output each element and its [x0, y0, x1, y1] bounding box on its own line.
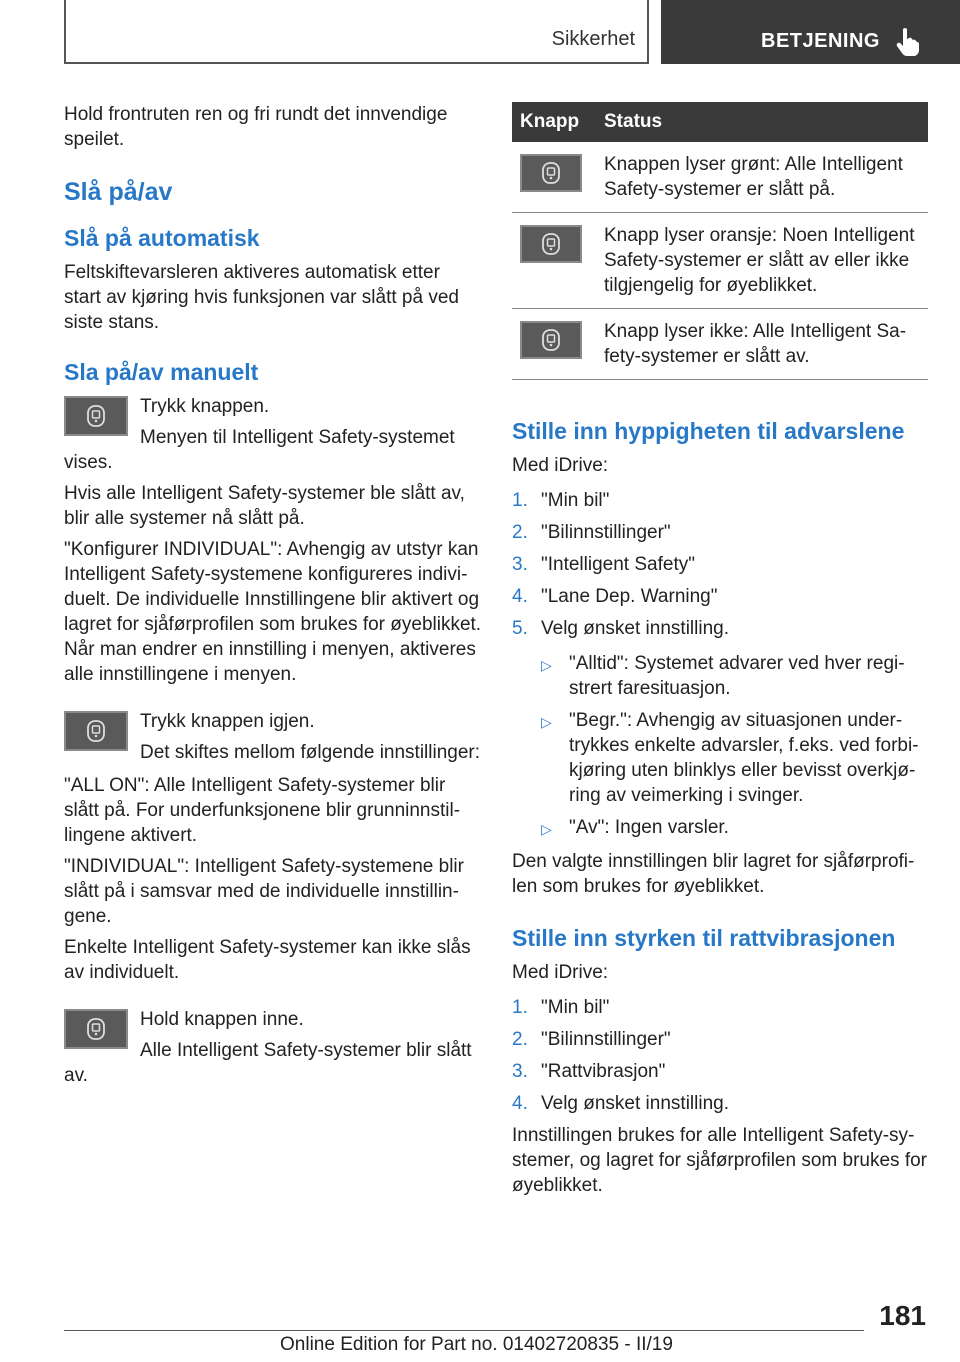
vib-steps-list: [512, 995, 928, 1116]
all-on-paragraph: "ALL ON": Alle Intelligent Safety-systemer blir slått på. For underfunksjonene blir grunninnstillingene aktivert.: [64, 775, 461, 846]
list-item: 4. Velg ønsket innstilling.: [512, 1093, 729, 1114]
triangle-bullet-icon: ▷: [541, 714, 552, 730]
footer-divider: [64, 1330, 864, 1331]
list-item: ▷ "Alltid": Systemet advarer ved hver registrert faresituasjon.: [541, 653, 905, 699]
triangle-bullet-icon: ▷: [541, 821, 552, 837]
freq-options-list: [541, 651, 928, 842]
safety-button-off-icon: [520, 321, 582, 359]
switch-settings-text: Det skiftes mellom følgende innstillinger:: [140, 742, 481, 763]
list-item: ▷ "Begr.": Avhengig av situasjonen undertrykkes enkelte advarsler, f.eks. ved forbikjøring uten blinklys eller bevisst overkjøring av veimerking i svinger.: [541, 710, 919, 806]
header-section-title: Sikkerhet: [551, 28, 635, 50]
freq-intro: Med iDrive:: [512, 455, 609, 476]
list-item: 1. "Min bil": [512, 997, 610, 1018]
list-item: 3. "Intelligent Safety": [512, 554, 695, 575]
safety-button-orange-icon: [520, 225, 582, 263]
safety-button-green-icon: [520, 154, 582, 192]
list-item: 5. Velg ønsket innstilling.: [512, 618, 729, 639]
table-row: [512, 309, 928, 380]
press-button-text: Trykk knappen.: [140, 396, 270, 417]
individual-paragraph: "INDIVIDUAL": Intelligent Safety-systemene blir slått på i samsvar med de individuelle innstillingene.: [64, 856, 464, 927]
hold-button-step: [64, 1007, 482, 1088]
heading-steering-vibration: Stille inn styrken til rattvibrasjonen: [512, 925, 896, 951]
page-number: 181: [879, 1300, 926, 1331]
table-row: [512, 213, 928, 309]
menu-shown-text: Menyen til Intelligent Safety-systemet vises.: [64, 427, 455, 473]
left-column: [64, 102, 482, 1094]
safety-button-icon: [64, 1009, 128, 1049]
auto-paragraph: Feltskiftevarsleren aktiveres automatisk etter start av kjøring hvis funksjonen var slått på ved siste stans.: [64, 262, 459, 333]
list-item: 2. "Bilinnstillinger": [512, 522, 671, 543]
all-off-paragraph: Hvis alle Intelligent Safety-systemer ble slått av, blir alle systemer nå slått på.: [64, 483, 465, 529]
table-header-status: Status: [596, 102, 928, 142]
heading-auto: Slå på automatisk: [64, 225, 260, 251]
footer-edition: Online Edition for Part no. 01402720835 - II/19: [280, 1334, 673, 1355]
table-row: [512, 142, 928, 213]
triangle-bullet-icon: ▷: [541, 657, 552, 673]
header-left-frame: [64, 0, 649, 64]
pointing-hand-icon: [893, 26, 923, 56]
list-item: 2. "Bilinnstillinger": [512, 1029, 671, 1050]
table-cell-status: Knapp lyser oransje: Noen Intelligent Safety-systemer er slått av eller ikke tilgjengelig for øyeblikket.: [596, 213, 928, 309]
table-header-row: [512, 102, 928, 142]
table-cell-status: Knappen lyser grønt: Alle Intelligent Safety-systemer er slått på.: [596, 142, 928, 213]
vib-intro: Med iDrive:: [512, 962, 609, 983]
list-item: 1. "Min bil": [512, 490, 610, 511]
table-header-button: Knapp: [512, 102, 596, 142]
table-cell-status: Knapp lyser ikke: Alle Intelligent Safety-systemer er slått av.: [596, 309, 928, 380]
freq-steps-list: [512, 488, 928, 641]
safety-button-icon: [64, 396, 128, 436]
header-chapter-tab: [661, 0, 960, 64]
press-again-step: [64, 709, 482, 769]
vib-outro: Innstillingen brukes for alle Intelligent Safety-systemer, og lagret for sjåførprofilen som brukes for øyeblikket.: [512, 1125, 927, 1196]
safety-button-icon: [64, 711, 128, 751]
right-column: [512, 102, 928, 1204]
heading-warning-frequency: Stille inn hyppigheten til advarslene: [512, 418, 905, 444]
press-button-step: [64, 394, 482, 475]
all-off-result-text: Alle Intelligent Safety-systemer blir slått av.: [64, 1040, 472, 1086]
header-chapter-title: BETJENING: [761, 30, 880, 52]
press-again-text: Trykk knappen igjen.: [140, 711, 315, 732]
intro-paragraph: Hold frontruten ren og fri rundt det innvendige speilet.: [64, 104, 448, 150]
list-item: 3. "Rattvibrasjon": [512, 1061, 666, 1082]
some-systems-paragraph: Enkelte Intelligent Safety-systemer kan ikke slås av individuelt.: [64, 937, 471, 983]
list-item: 4. "Lane Dep. Warning": [512, 586, 718, 607]
button-status-table: [512, 102, 928, 380]
freq-outro: Den valgte innstillingen blir lagret for sjåførprofilen som brukes for øyeblikket.: [512, 851, 915, 897]
heading-on-off: Slå på/av: [64, 178, 173, 206]
hold-button-text: Hold knappen inne.: [140, 1009, 304, 1030]
list-item: ▷ "Av": Ingen varsler.: [541, 815, 928, 842]
heading-manual: Sla på/av manuelt: [64, 359, 259, 385]
configure-paragraph: "Konfigurer INDIVIDUAL": Avhengig av utstyr kan Intelligent Safety-systemene konfigureres individuelt. De individuelle Innstillingene blir aktivert og lagret for sjåførprofilen som brukes for øyeblikket. Når man endrer en innstilling i menyen, aktiveres alle innstillingene i menyen.: [64, 539, 482, 685]
